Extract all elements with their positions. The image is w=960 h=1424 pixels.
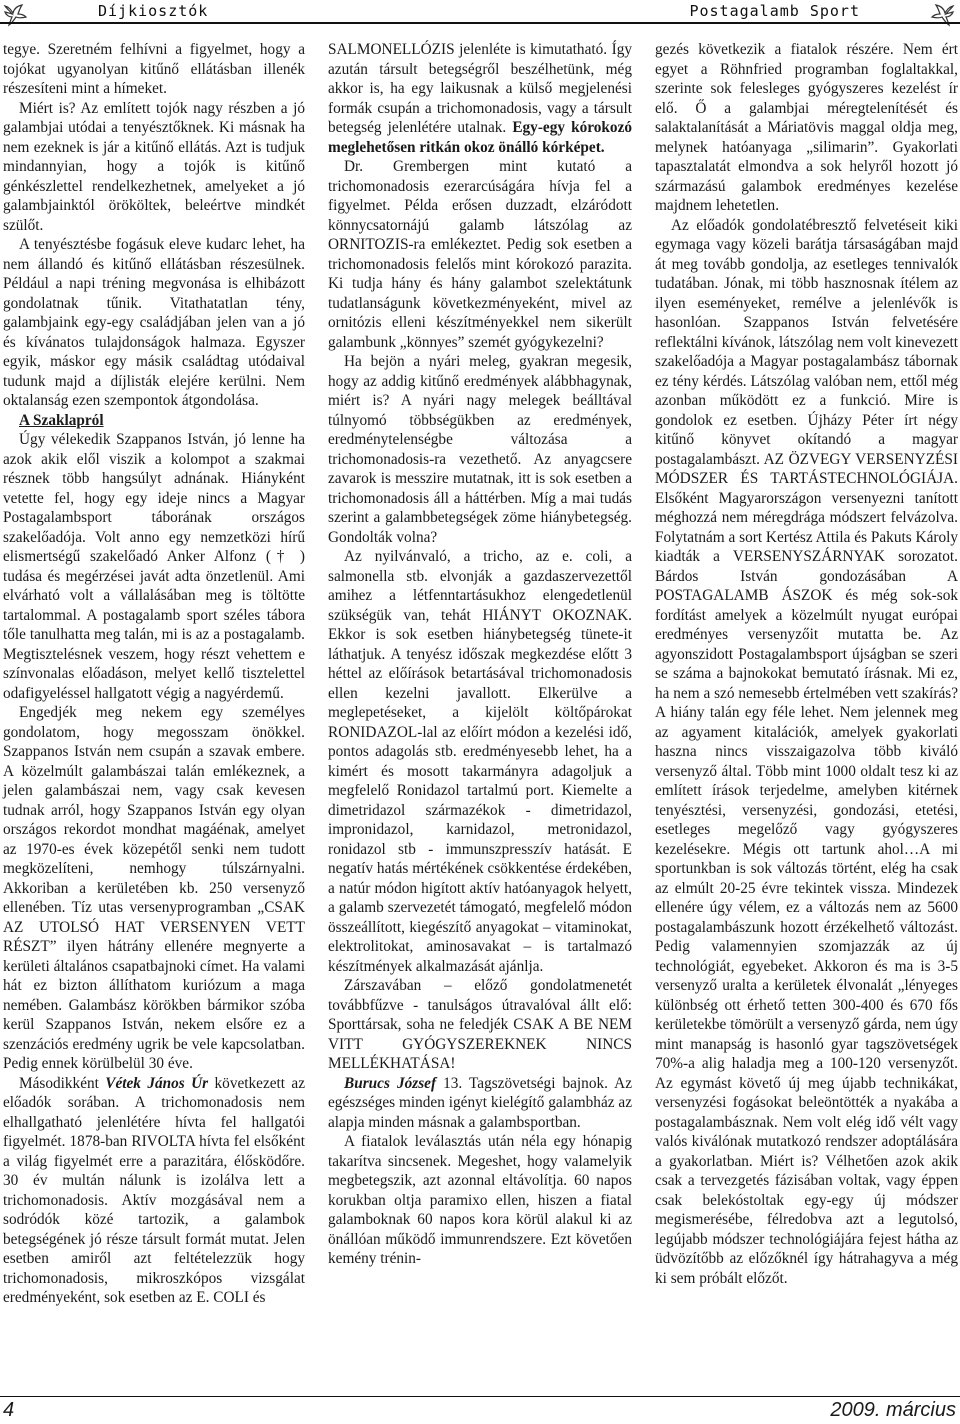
paragraph [328,40,632,157]
paragraph: Engedjék meg nekem egy személyes gondolatom, hogy megosszam önökkel. Szappanos István nem csupán a szavak embere. A közelmúlt galambászai talán emlékeznek, a jelen galambászai nem, vagy csak kevesen tudnak arról, hogy Szappanos István egy olyan országos rekordot mondhat magáénak, amelyet az 1970-es évek közepétől senki nem tudott megközelíteni, nemhogy túlszárnyalni. Akkoriban a kerületében kb. 250 versenyző ellenében. Tíz utas versenyprogramban „CSAK AZ UTOLSÓ HAT VERSENYEN VETT RÉSZT” ilyen hátrány ellenére megnyerte a kerületi általános csapatbajnoki címet. Ha valami hát ez bizton állíthatom kuriózum a maga nemében. Galambász körökben bármikor szóba kerül Szappanos István, nekem elsőre ez a szenzációs eredmény ugrik be vele kapcsolatban. Pedig ennek körülbelül 30 éve. [3,704,305,1072]
text-run: Másodikként [19,1074,106,1092]
section-subheading: A Szaklapról [19,411,104,429]
header-rule [0,22,960,24]
paragraph: Miért is? Az említett tojók nagy részben a jó galambjai utódai a tenyésztőknek. Ki másnak ha nem ezeknek is jár a kitűnő ellátás. Azt is tudjuk mindannyian, hogy a tojók is kitűnő génkészlettel rendelkezhetnek, amelyeket a jó galambjainktól örököltek, beleértve mindkét szülőt. [3,99,305,234]
paragraph: Az nyilvánvaló, a tricho, az e. coli, a salmonella stb. elvonják a gazdaszervezettől amihez a létfenntartásukhoz elengedetlenül szükségük van, tehát HIÁNYT OKOZNAK. Ekkor is sok esetben hiánybetegség tünete-it láthatjuk. A tenyész időszak megkezdése előtt 3 héttel az előírások betartásával trichomonadosis ellen kezelni javallott. Elkerülve a meglepetéseket, a kijelölt költőpárokat RONIDAZOL-lal az előírt módon a kezelési idő, pontos adagolás stb. eredményesebb lehet, ha a kimért és mosott takarmányra adagoljuk a megfelelő Ronidazol tartalmú port. Kiemelte a dimetridazol származékok - dimetridazol, impronidazol, karnidazol, metronidazol, ronidazol stb - immunszpresszív hatását. E negatív hatás mértékének csökkentése érdekében, a natúr módon higított aktív hatóanyagok helyett, a galamb szervezetét támogató, megfelelő módon összeállított, kiegészítő anyagokat – vitaminokat, elektrolitokat, aminosavakat – is tartalmazó készítmények alkalmazását ajánlja. [328,548,632,975]
paragraph: A fiatalok leválasztás után néla egy hónapig takarítva sincsenek. Megeshet, hogy valamelyik megbetegszik, azt azonnal eltávolítja. 60 napos korukban oltja paramixo ellen, hiszen a fiatal galamboknak 60 napos kora körül alakul ki az önállóan működő immunrendszere. Ezt követően kemény trénin- [328,1133,632,1267]
paragraph [328,1074,632,1133]
page-number: 4 [3,1399,15,1421]
emphasis-text: Egy-egy kórokozó meglehetősen ritkán okoz önálló kórképet. [328,119,633,156]
paragraph: Az előadók gondolatébresztő felvetéseit kiki egymaga vagy közeli barátja társaságában majd át meg tovább gondolja, az esetleges tennivalók tudatában. Jónak, mi több hasznosnak ítélem az ilyen eseményeket, remélve a jelenlévők is hasonlóan. Szappanos István felvetésére reflektálni kívánok, látszólag nem volt kinevezett szakelőadója a Magyar postagalambász tábornak ez tény kérdés. Látszólag valóban nem, ettől még azonban működött ez a funkció. Mire is gondolok ez esetben. Újházy Péter írt négy kitűnő könyvet okítandó a magyar postagalambászt. AZ ÖZVEGY VERSENYZÉSI MÓDSZER ÉS TARTÁSTECHNOLÓGIÁJA. Elsőként Magyarországon versenyezni tanított méghozzá nem méregdrága módszert felvázolva. Folytatnám a sort Kertész Attila és Pakuts Károly kiadták a VERSENYSZÁRNYAK sorozatot. Bárdos István gondozásában A POSTAGALAMB ÁSZOK és még sok-sok fordítást amelyek a közelmúlt nyugat európai eredményes versenyzőit mutatta be. Az agyonszidott Postagalambsport újságban se szeri se száma a bajnokokat bemutató írásnak. Mi ez, ha nem a szó nemesebb értelmében vett szakírás? A hiány talán egy féle lehet. Nem jelennek meg az agyament kitalációk, amelyek gyakorlati haszna nincs visszaigazolva több kiváló versenyző által. Több mint 1000 oldalt tesz ki az említett írások terjedelme, amelyben kitérnek tenyésztési, versenyzési, gondozási, etetési, esetleges megelőző vagy gyógyszeres kezelésekre. Mégis ott tartunk ahol…A mi sportunkban is sok változás történt, elég ha csak az elmúlt 20-25 évre tekintek vissza. Mindezek ellenére úgy vélem, ez a változás nem az 5600 postagalambászunk hozott érzékelhető változást. Pedig valamennyien szomjazzák az új technológiát, egyebeket. Akkoron és ma is 3-5 versenyző uralta a kerületek élvonalát „lényeges különbség ott érhető tetten 300-400 és 670 fős kerületekbe tömörült a versenyző gárda, nem úgy mint manapság is hasonló gyar tagszövetségek 70%-a alig haladja meg a 100-120 versenyzőt. Az egymást követő új meg újabb technikákat, versenyzési fogásokat beleöntötték a nyakába a postagalambásznak. Nem volt elég idő vélt vagy valós kiválónak mutatkozó rendszer adoptálására a gyakorlatban. Miért is? Vélhetően azok akik csak a tervezgetés fázisában voltak, vagy éppen csak belekóstoltak egy-egy új módszer megismerésébe, félredobva azt a legutolsó, legújabb módszer technológiájára fejest hátha az üdvözítőbb az előzőknél így hátrahagyva a még ki sem próbált előzőt. [655,216,958,1287]
paragraph: Úgy vélekedik Szappanos István, jó lenne ha azok akik elől viszik a kolompot a szakmai résznek több hangsúlyt adnának. Hiányként vetette fel, hogy egy ideje nincs a Magyar Postagalambsport táborának országos szakelőadója. Volt anno egy nemzetközi hírű elismertségű szakelőadó Anker Alfonz († ) tudása és megérzései javát adta önzetlenül. Ami elvárható volt a vállalásában meg is töltötte tartalommal. A postagalamb sport széles tábora tőle tanulhatta meg talán, mi is az a postagalamb. Megtisztelésnek veszem, hogy részt vehettem e színvonalas előadáson, melyet kellő tisztelettel odafigyeléssel hallgatott végig a nagyérdemű. [3,431,305,702]
text-run: SALMONELLÓZIS jelenléte is kimutatható. Így azután társult betegségről beszélhetünk, még akkor is, ha egy laikusnak a külső megjelenési formák csupán a trichomonadosis, vagy a társult betegség jelenlétére utalnak. [328,41,632,136]
article-column-1 [3,40,305,1308]
header-section-title: Díjkiosztók [98,2,209,20]
pigeon-logo-icon [930,2,956,28]
article-column-2 [328,40,632,1269]
text-run: következett az előadók sorában. A trichomonadosis nem elhallgatható jelenlétére hívta fel hallgatói figyelmét. 1878-ban RIVOLTA hívta fel elsőként a világ figyelmét erre a parazitára, élősködőre. 30 év multán nálunk is izolálva lett a trichomonadosis. Aktív mozgásával nem a sodródók közé tartozik, a galambok betegségének jó része társult formát mutat. Jelen esetben amiről azt feltételezzük hogy trichomonadosis, mikroszkópos vizsgálat eredményeként, sok esetben az E. COLI és [3,1074,306,1306]
paragraph: Dr. Grembergen mint kutató a trichomonadosis ezerarcúságára hívja fel a figyelmet. Példa erősen duzzadt, elzáródott könnycsatornájú galamb látszólag az ORNITOZIS-ra emlékeztet. Pedig sok esetben a trichomonadosis felelős mint kórokozó parazita. Ki tudja hány és hány galambot szelektátunk tudatlanságunk következményeként, mivel az ornitózis elleni készítményekkel nem sikerült galambunk „könnyes” szemét gyógykezelni? [328,158,632,351]
speaker-name: Vétek János Úr [105,1074,209,1092]
paragraph: Zárszavában – előző gondolatmenetét továbbfűzve - tanulságos útravalóval állt elő: Sporttársak, soha ne feledjék CSAK A BE NEM VITT GYÓGYSZEREKNEK NINCS MELLÉKHATÁSA! [328,977,632,1072]
issue-date: 2009. március [830,1399,956,1421]
paragraph: tegye. Szeretném felhívni a figyelmet, hogy a tojókat ugyanolyan kitűnő ellátásban illenék részesíteni mint a hímeket. [3,41,305,97]
pigeon-logo-icon [2,2,28,28]
text-run: 13. Tagszövetségi bajnok. Az egészséges minden igényt kielégítő galambház az alapja minden másnak a galambsportban. [328,1074,632,1131]
footer-rule [0,1396,960,1397]
header-magazine-title: Postagalamb Sport [689,2,860,20]
paragraph [3,1074,305,1308]
article-column-3 [655,40,958,1288]
speaker-name: Burucs József [344,1074,437,1092]
paragraph: A tenyésztésbe fogásuk eleve kudarc lehet, ha nem állandó és kitűnő ellátásban részesülnek. Például a napi tréning megvonása is elhibázott gondolatnak tűnik. Vitathatatlan tény, galambjaink egy-egy családjában jelen van a jó és kívánatos tulajdonságok halmaza. Egyszer egyik, máskor egy másik családtag utódaival tudunk majd a díjlisták elejére kerülni. Nem oktalanság ezen szempontok átgondolása. [3,236,305,409]
paragraph: gezés következik a fiatalok részére. Nem ért egyet a Röhnfried programban foglaltakkal, szerinte sok felesleges gyógyszeres kezelést ír elő. Ő a galambjai méregtelenítését és salaktalanítását a Máriatövis maggal oldja meg, melynek hatóanyaga „silimarin”. Gyakorlati tapasztalatát elmondva a sok helyről hozott jó származású galambok eredményes kezelése majdnem lehetetlen. [655,41,958,214]
paragraph: Ha bejön a nyári meleg, gyakran megesik, hogy az addig kitűnő eredmények alábbhagynak, miért is? A nyári nagy melegek beálltával túlnyomó többségükben az eredmények, eredménytelenségbe változása a trichomonadosis-ra vezethető. Az anyagcsere zavarok is messzire mutatnak, itt is sok esetben a trichomonadosis áll a háttérben. Míg a mai tudás szerint a galambbetegségek zöme hiánybetegség. Gondolták volna? [328,353,632,546]
